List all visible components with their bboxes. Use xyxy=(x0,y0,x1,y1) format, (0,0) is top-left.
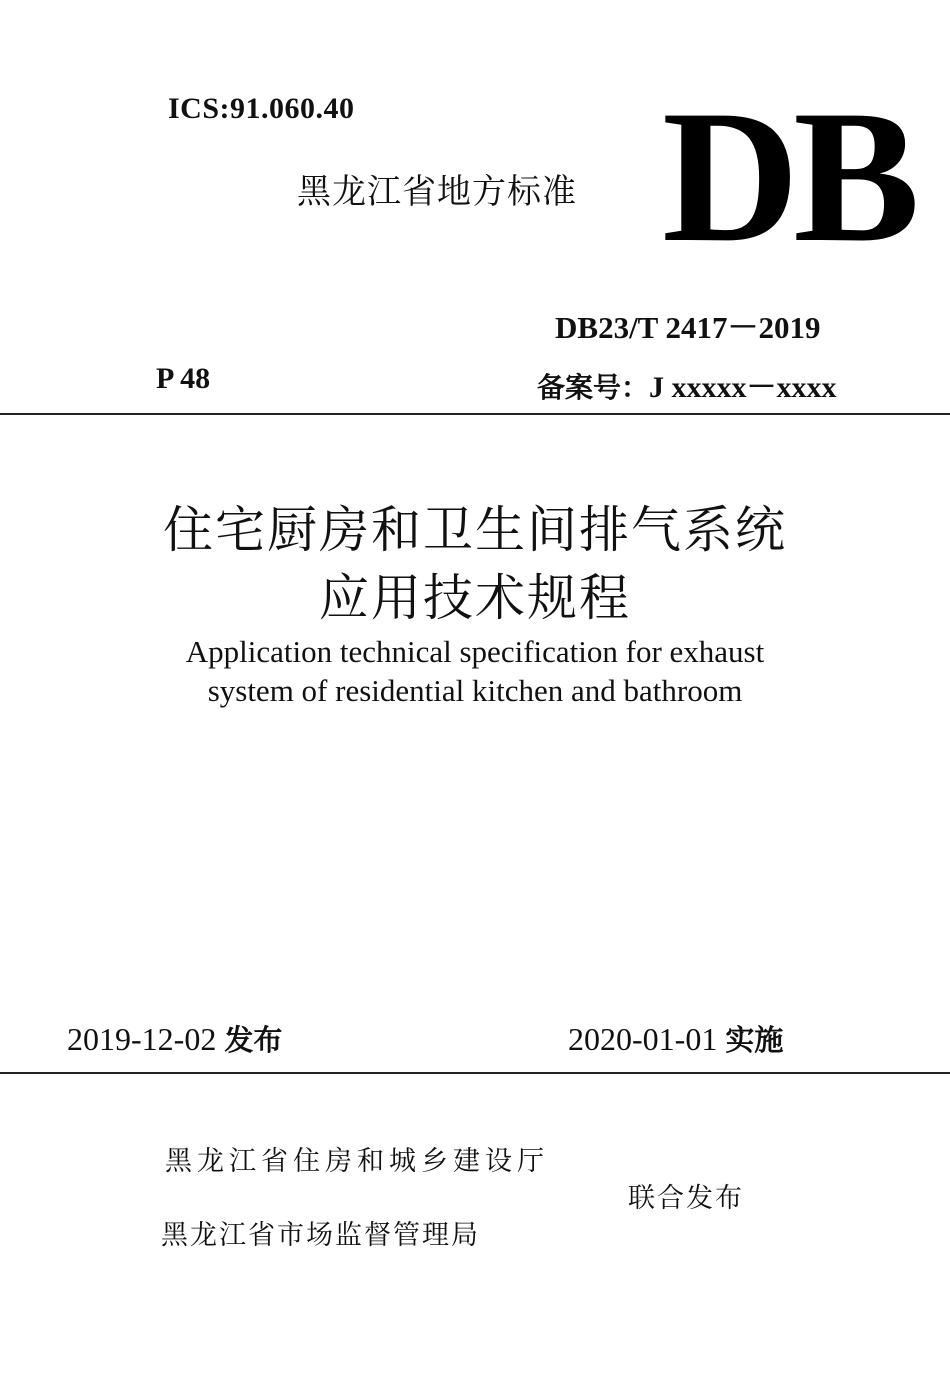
implement-date xyxy=(568,1018,783,1059)
publisher-market-bureau: 黑龙江省市场监督管理局 xyxy=(161,1220,480,1251)
implement-date-label: 实施 xyxy=(725,1023,784,1057)
bottom-divider xyxy=(0,1072,950,1074)
issue-date-value: 2019-12-02 xyxy=(67,1021,217,1057)
title-en-line2: system of residential kitchen and bathroom xyxy=(207,673,743,708)
issue-date xyxy=(67,1018,282,1059)
classification-code: P 48 xyxy=(156,362,211,395)
standard-number: DB23/T 2417－2019 xyxy=(555,310,821,345)
title-cn-line1: 住宅厨房和卫生间排气系统 xyxy=(163,501,787,559)
joint-issue-label: 联合发布 xyxy=(628,1183,744,1214)
publisher-housing-dept: 黑龙江省住房和城乡建设厅 xyxy=(165,1146,549,1177)
record-number-value: J xxxxx－xxxx xyxy=(649,371,837,404)
db-logo: DB xyxy=(662,72,914,282)
ics-code: ICS:91.060.40 xyxy=(168,92,355,125)
title-en-line1: Application technical specification for exhaust xyxy=(185,634,765,669)
record-number-label: 备案号： xyxy=(537,371,650,404)
title-cn-line2: 应用技术规程 xyxy=(319,569,631,627)
standard-type: 黑龙江省地方标准 xyxy=(297,172,577,212)
record-number xyxy=(537,362,837,406)
issue-date-label: 发布 xyxy=(224,1023,283,1057)
implement-date-value: 2020-01-01 xyxy=(568,1021,718,1057)
top-divider xyxy=(0,413,950,415)
